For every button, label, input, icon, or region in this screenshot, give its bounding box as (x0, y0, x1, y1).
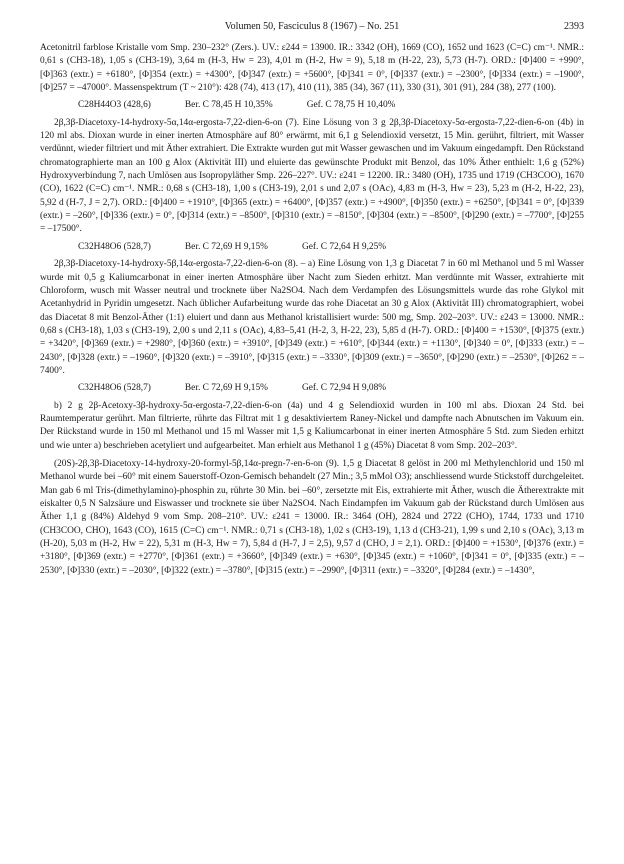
molecular-formula: C32H48O6 (528,7) (78, 383, 151, 394)
found-values: Gef. C 72,64 H 9,25% (302, 241, 387, 252)
paragraph-compound-6-data: Acetonitril farblose Kristalle vom Smp. 230–232° (Zers.). UV.: ε244 = 13900. IR.: 3342 (OH), 1669 (CO), 1652 und 1623 (C=C) cm⁻¹. NMR.: 0,61 s (CH3-18), 1,05 s (CH3-19), 3,64 m (H-3, Hw = 23), 4,01 m (H-2, Hw = 9), 5,18 m (H-22, 23), 5,73 (H-7). ORD.: [Φ]400 = +990°, [Φ]363 (extr.) = +6180°, [Φ]354 (extr.) = +4300°, [Φ]347 (extr.) = +5600°, [Φ]341 = 0°, [Φ]337 (extr.) = –2300°, [Φ]334 (extr.) = –1900°, [Φ]257 = –47000°. Massenspektrum (T ~ 210°): 428 (74), 413 (17), 410 (11), 385 (34), 367 (11), 330 (31), 301 (91), 284 (38), 277 (100). (40, 43, 584, 94)
elemental-analysis-2 (40, 241, 584, 254)
paragraph-compound-8b: b) 2 g 2β-Acetoxy-3β-hydroxy-5α-ergosta-7,22-dien-6-on (4a) und 4 g Selendioxid wurden in 100 ml abs. Dioxan 24 Std. bei Raumtemperatur gerührt. Man filtrierte, rührte das Filtrat mit 1 g desaktiviertem Raney-Nickel und dampfte nach Abnutschen im Vakuum ein. Der Rückstand wurde in 150 ml Methanol und 15 ml Wasser mit 1,5 g Kaliumcarbonat in einer inerten Atmosphäre 5 Std. zum Sieden erhitzt und wie unter a) beschrieben acetyliert und aufgearbeitet. Man erhielt aus Methanol 1 g (45%) Diacetat 8 vom Smp. 202–203°. (40, 400, 584, 451)
running-head (40, 20, 584, 34)
journal-citation: Volumen 50, Fasciculus 8 (1967) – No. 251 (224, 21, 400, 32)
found-values: Gef. C 72,94 H 9,08% (302, 383, 387, 394)
molecular-formula: C28H44O3 (428,6) (78, 100, 151, 111)
paragraph-compound-7: 2β,3β-Diacetoxy-14-hydroxy-5α,14α-ergosta-7,22-dien-6-on (7). Eine Lösung von 3 g 2β,3β-Diacetoxy-5α-ergosta-7,22-dien-6-on (4b) in 120 ml abs. Dioxan wurde in einer inerten Atmosphäre auf 80° erwärmt, mit 6,1 g Selendioxid versetzt, 15 Min. gerührt, filtriert, mit Wasser verdünnt, wieder filtriert und mit Äther extrahiert. Die Extrakte wurden gut mit Wasser gewaschen und im Vakuum eingedampft. Den Rückstand chromatographierte man an 100 g Alox (Aktivität III) und eluierte das gewünschte Produkt mit Benzol, das 10% Äther enthielt: 1,6 g (52%) Hydroxyverbindung 7, nach Umlösen aus Isopropyläther Smp. 226–227°. UV.: ε241 = 12200. IR.: 3480 (OH), 1735 und 1719 (CH3COO), 1670 (CO), 1622 (C=C) cm⁻¹. NMR.: 0,68 s (CH3-18), 1,00 s (CH3-19), 2,01 s und 2,07 s (OAc), 4,83 m (H-3, Hw = 23), 5,23 m (H-2, H-22, 23), 5,92 d (H-7, J = 2,7). ORD.: [Φ]400 = +1910°, [Φ]365 (extr.) = +6400°, [Φ]357 (extr.) = +4900°, [Φ]350 (extr.) = +6250°, [Φ]341 = 0°, [Φ]339 (extr.) = –260°, [Φ]336 (extr.) = 0°, [Φ]314 (extr.) = –8500°, [Φ]310 (extr.) = –8150°, [Φ]304 (extr.) = –8500°, [Φ]290 (extr.) = –7700°, [Φ]255 = –17500°. (40, 117, 584, 235)
paragraph-compound-9: (20S)-2β,3β-Diacetoxy-14-hydroxy-20-formyl-5β,14α-pregn-7-en-6-on (9). 1,5 g Diacetat 8 gelöst in 200 ml Methylenchlorid und 150 ml Methanol wurde bei –60° mit einem Sauerstoff-Ozon-Gemisch behandelt (27 Min.; 3,5 mMol O3); anschliessend wurde Stickstoff durchgeleitet. Man gab 6 ml Tris-(dimethylamino)-phosphin zu, rührte 30 Min. bei –60°, zersetzte mit Eis, extrahierte mit Äther, wusch die Ätherextrakte mit eiskalter 0,5 N Salzsäure und Eiswasser und trocknete sie über Na2SO4. Nach Eindampfen im Vakuum gab der Rückstand durch Umlösen aus Äther 1,1 g (84%) Aldehyd 9 vom Smp. 208–210°. UV.: ε241 = 13000. IR.: 3464 (OH), 2824 und 2722 (CHO), 1744, 1733 und 1710 (CH3COO, CHO), 1643 (CO), 1615 (C=C) cm⁻¹. NMR.: 0,71 s (CH3-18), 1,02 s (CH3-19), 1,13 d (CH3-21), 1,99 s und 2,10 s (OAc), 3,13 m (H-20), 5,03 m (H-2, Hw = 22), 5,31 m (H-3, Hw = 7), 5,84 d (H-7, J = 2,5), 9,57 d (CHO, J = 2,1). ORD.: [Φ]400 = +1530°, [Φ]376 (extr.) = +3180°, [Φ]369 (extr.) = +2770°, [Φ]361 (extr.) = +3660°, [Φ]349 (extr.) = +630°, [Φ]345 (extr.) = +1060°, [Φ]341 = 0°, [Φ]335 (extr.) = –2530°, [Φ]330 (extr.) = –2030°, [Φ]322 (extr.) = –3780°, [Φ]315 (extr.) = –2990°, [Φ]311 (extr.) = –3320°, [Φ]284 (extr.) = –1430°, (40, 458, 584, 576)
calculated-values: Ber. C 72,69 H 9,15% (184, 241, 268, 252)
elemental-analysis-3 (40, 382, 584, 395)
elemental-analysis-1 (40, 99, 584, 112)
molecular-formula: C32H48O6 (528,7) (78, 241, 151, 252)
paragraph-compound-8a: 2β,3β-Diacetoxy-14-hydroxy-5β,14α-ergosta-7,22-dien-6-on (8). – a) Eine Lösung von 1,3 g Diacetat 7 in 60 ml Methanol und 5 ml Wasser wurde mit 0,5 g Kaliumcarbonat in einer inerten Atmosphäre über Nacht zum Sieden erhitzt. Man verdünnte mit Wasser, extrahierte mit Chloroform, wusch mit Wasser neutral und trocknete über Na2SO4. Nach dem Verdampfen des Lösungsmittels wurde das rohe Glykol mit Acetanhydrid in Pyridin umgesetzt. Nach üblicher Aufarbeitung wurde das rohe Diacetat an 30 g Alox (Aktivität III) chromatographiert, wobei das Diacetat 8 mit Benzol-Äther (1:1) eluiert und dann aus Methanol kristallisiert wurde: 500 mg, Smp. 202–203°. UV.: ε243 = 13000. NMR.: 0,68 s (CH3-18), 1,03 s (CH3-19), 2,00 s und 2,11 s (OAc), 4,83–5,41 (H-2, 3, H-22, 23), 5,85 d (H-7). ORD.: [Φ]400 = +1530°, [Φ]375 (extr.) = +3420°, [Φ]369 (extr.) = +2980°, [Φ]360 (extr.) = +3910°, [Φ]349 (extr.) = +610°, [Φ]344 (extr.) = +1130°, [Φ]340 = 0°, [Φ]333 (extr.) = –2430°, [Φ]328 (extr.) = –1960°, [Φ]320 (extr.) = –3910°, [Φ]315 (extr.) = –3330°, [Φ]309 (extr.) = –3650°, [Φ]290 (extr.) = –2530°, [Φ]262 = –7400°. (40, 259, 584, 376)
found-values: Gef. C 78,75 H 10,40% (306, 100, 396, 111)
calculated-values: Ber. C 78,45 H 10,35% (184, 100, 273, 111)
page-number: 2393 (564, 21, 584, 32)
calculated-values: Ber. C 72,69 H 9,15% (184, 383, 268, 394)
